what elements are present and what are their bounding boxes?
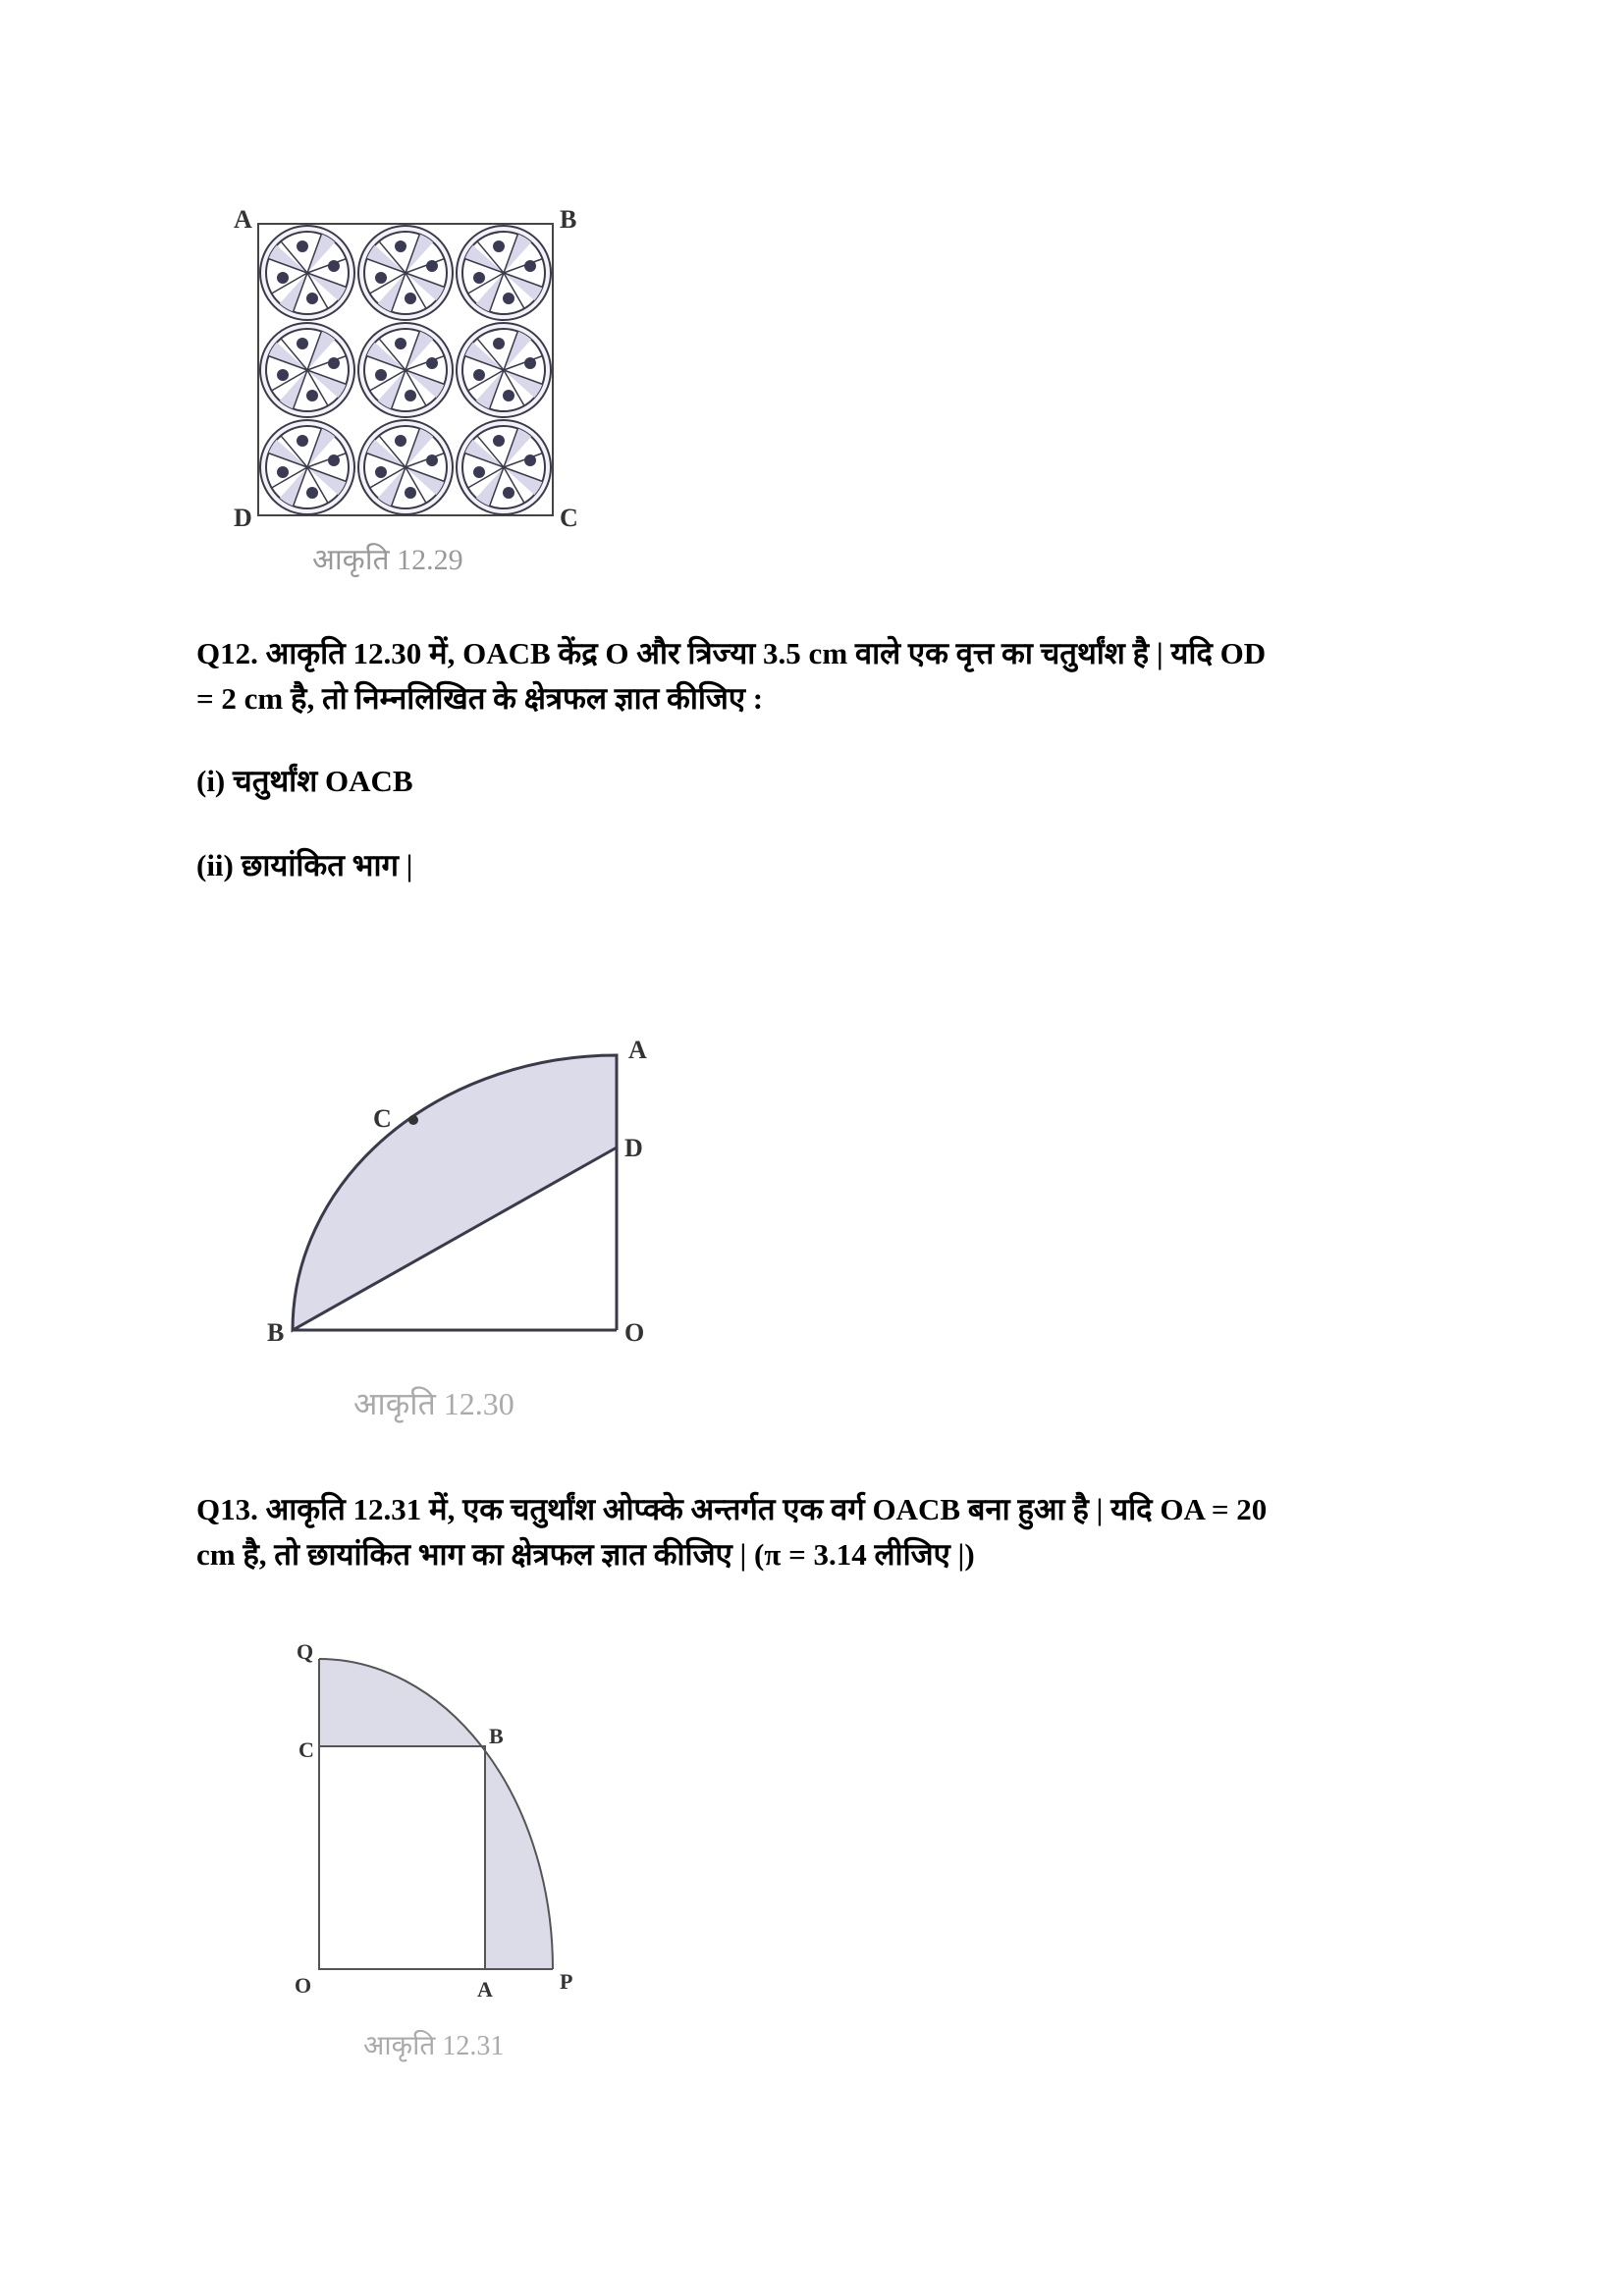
pizza xyxy=(457,323,551,417)
label-d: D xyxy=(234,504,252,532)
pizza-topping xyxy=(297,435,308,447)
pizza-topping xyxy=(426,260,438,272)
pizza xyxy=(457,420,551,514)
figure-12-30-quadrant xyxy=(267,1036,647,1347)
pizza-topping xyxy=(277,369,289,381)
pizza-topping xyxy=(524,260,536,272)
pizza-topping xyxy=(395,338,406,349)
question-12-part-i: (i) चतुर्थांश OACB xyxy=(196,764,413,798)
pizza-topping xyxy=(473,466,485,478)
pizza-topping xyxy=(503,487,514,499)
pizza-topping xyxy=(405,293,416,304)
pizza-topping xyxy=(306,293,318,304)
pizza-topping xyxy=(405,487,416,499)
figure-caption: आकृति 12.31 xyxy=(363,2031,505,2061)
pizza-topping xyxy=(473,272,485,284)
label-d: D xyxy=(624,1134,643,1162)
pizza-topping xyxy=(426,454,438,466)
pizza-topping xyxy=(405,390,416,401)
shaded-region xyxy=(293,1055,617,1330)
figure-12-29-pizza-grid xyxy=(234,205,578,532)
question-12-part-ii: (ii) छायांकित भाग | xyxy=(196,848,413,882)
label-a: A xyxy=(234,205,252,234)
pizza-topping xyxy=(277,272,289,284)
pizza xyxy=(260,323,354,417)
label-o: O xyxy=(295,1973,312,1998)
figure-12-31-quadrant-square xyxy=(295,1639,572,2002)
pizza-topping xyxy=(328,260,340,272)
pizza-topping xyxy=(306,487,318,499)
pizza-topping xyxy=(426,357,438,369)
pizza-topping xyxy=(328,454,340,466)
pizza-topping xyxy=(375,466,387,478)
square-oacb xyxy=(319,1746,485,1969)
pizza-topping xyxy=(375,272,387,284)
label-b: B xyxy=(560,205,577,234)
label-q: Q xyxy=(297,1639,314,1664)
pizza-topping xyxy=(297,240,308,252)
label-c: C xyxy=(298,1737,314,1762)
pizza-topping xyxy=(328,357,340,369)
pizza xyxy=(457,226,551,320)
pizza xyxy=(358,323,453,417)
figure-caption: आकृति 12.30 xyxy=(353,1386,514,1421)
pizza-topping xyxy=(395,240,406,252)
label-a: A xyxy=(477,1977,493,2002)
question-12-line-1: Q12. आकृति 12.30 में, OACB केंद्र O और त्रिज्या 3.5 cm वाले एक वृत्त का चतुर्थांश है | यदि OD xyxy=(196,636,1267,670)
point-c xyxy=(408,1115,418,1125)
label-o: O xyxy=(624,1318,645,1347)
pizza-topping xyxy=(306,390,318,401)
pizza xyxy=(358,420,453,514)
pizza-topping xyxy=(503,293,514,304)
label-b: B xyxy=(489,1724,504,1748)
pizza-topping xyxy=(395,435,406,447)
pizza-topping xyxy=(493,240,505,252)
pizza xyxy=(260,226,354,320)
label-p: P xyxy=(560,1969,573,1994)
question-12-line-2: = 2 cm है, तो निम्नलिखित के क्षेत्रफल ज्ञात कीजिए : xyxy=(196,681,764,716)
pizza xyxy=(260,420,354,514)
pizza-topping xyxy=(493,435,505,447)
pizza-topping xyxy=(493,338,505,349)
pizza-topping xyxy=(297,338,308,349)
pizza-topping xyxy=(375,369,387,381)
figure-caption: आकृति 12.29 xyxy=(312,544,463,576)
label-a: A xyxy=(628,1036,647,1064)
pizza-topping xyxy=(524,357,536,369)
pizza-topping xyxy=(503,390,514,401)
pizza xyxy=(358,226,453,320)
pizza-topping xyxy=(524,454,536,466)
label-c: C xyxy=(373,1104,392,1133)
question-13-line-1: Q13. आकृति 12.31 में, एक चतुर्थांश ओप्क्के अन्तर्गत एक वर्ग OACB बना हुआ है | यदि OA = 20 xyxy=(196,1492,1268,1526)
pizza-topping xyxy=(473,369,485,381)
question-13-line-2: cm है, तो छायांकित भाग का क्षेत्रफल ज्ञात कीजिए | (π = 3.14 लीजिए |) xyxy=(196,1537,975,1572)
label-b: B xyxy=(267,1318,285,1347)
label-c: C xyxy=(560,504,578,532)
pizza-topping xyxy=(277,466,289,478)
